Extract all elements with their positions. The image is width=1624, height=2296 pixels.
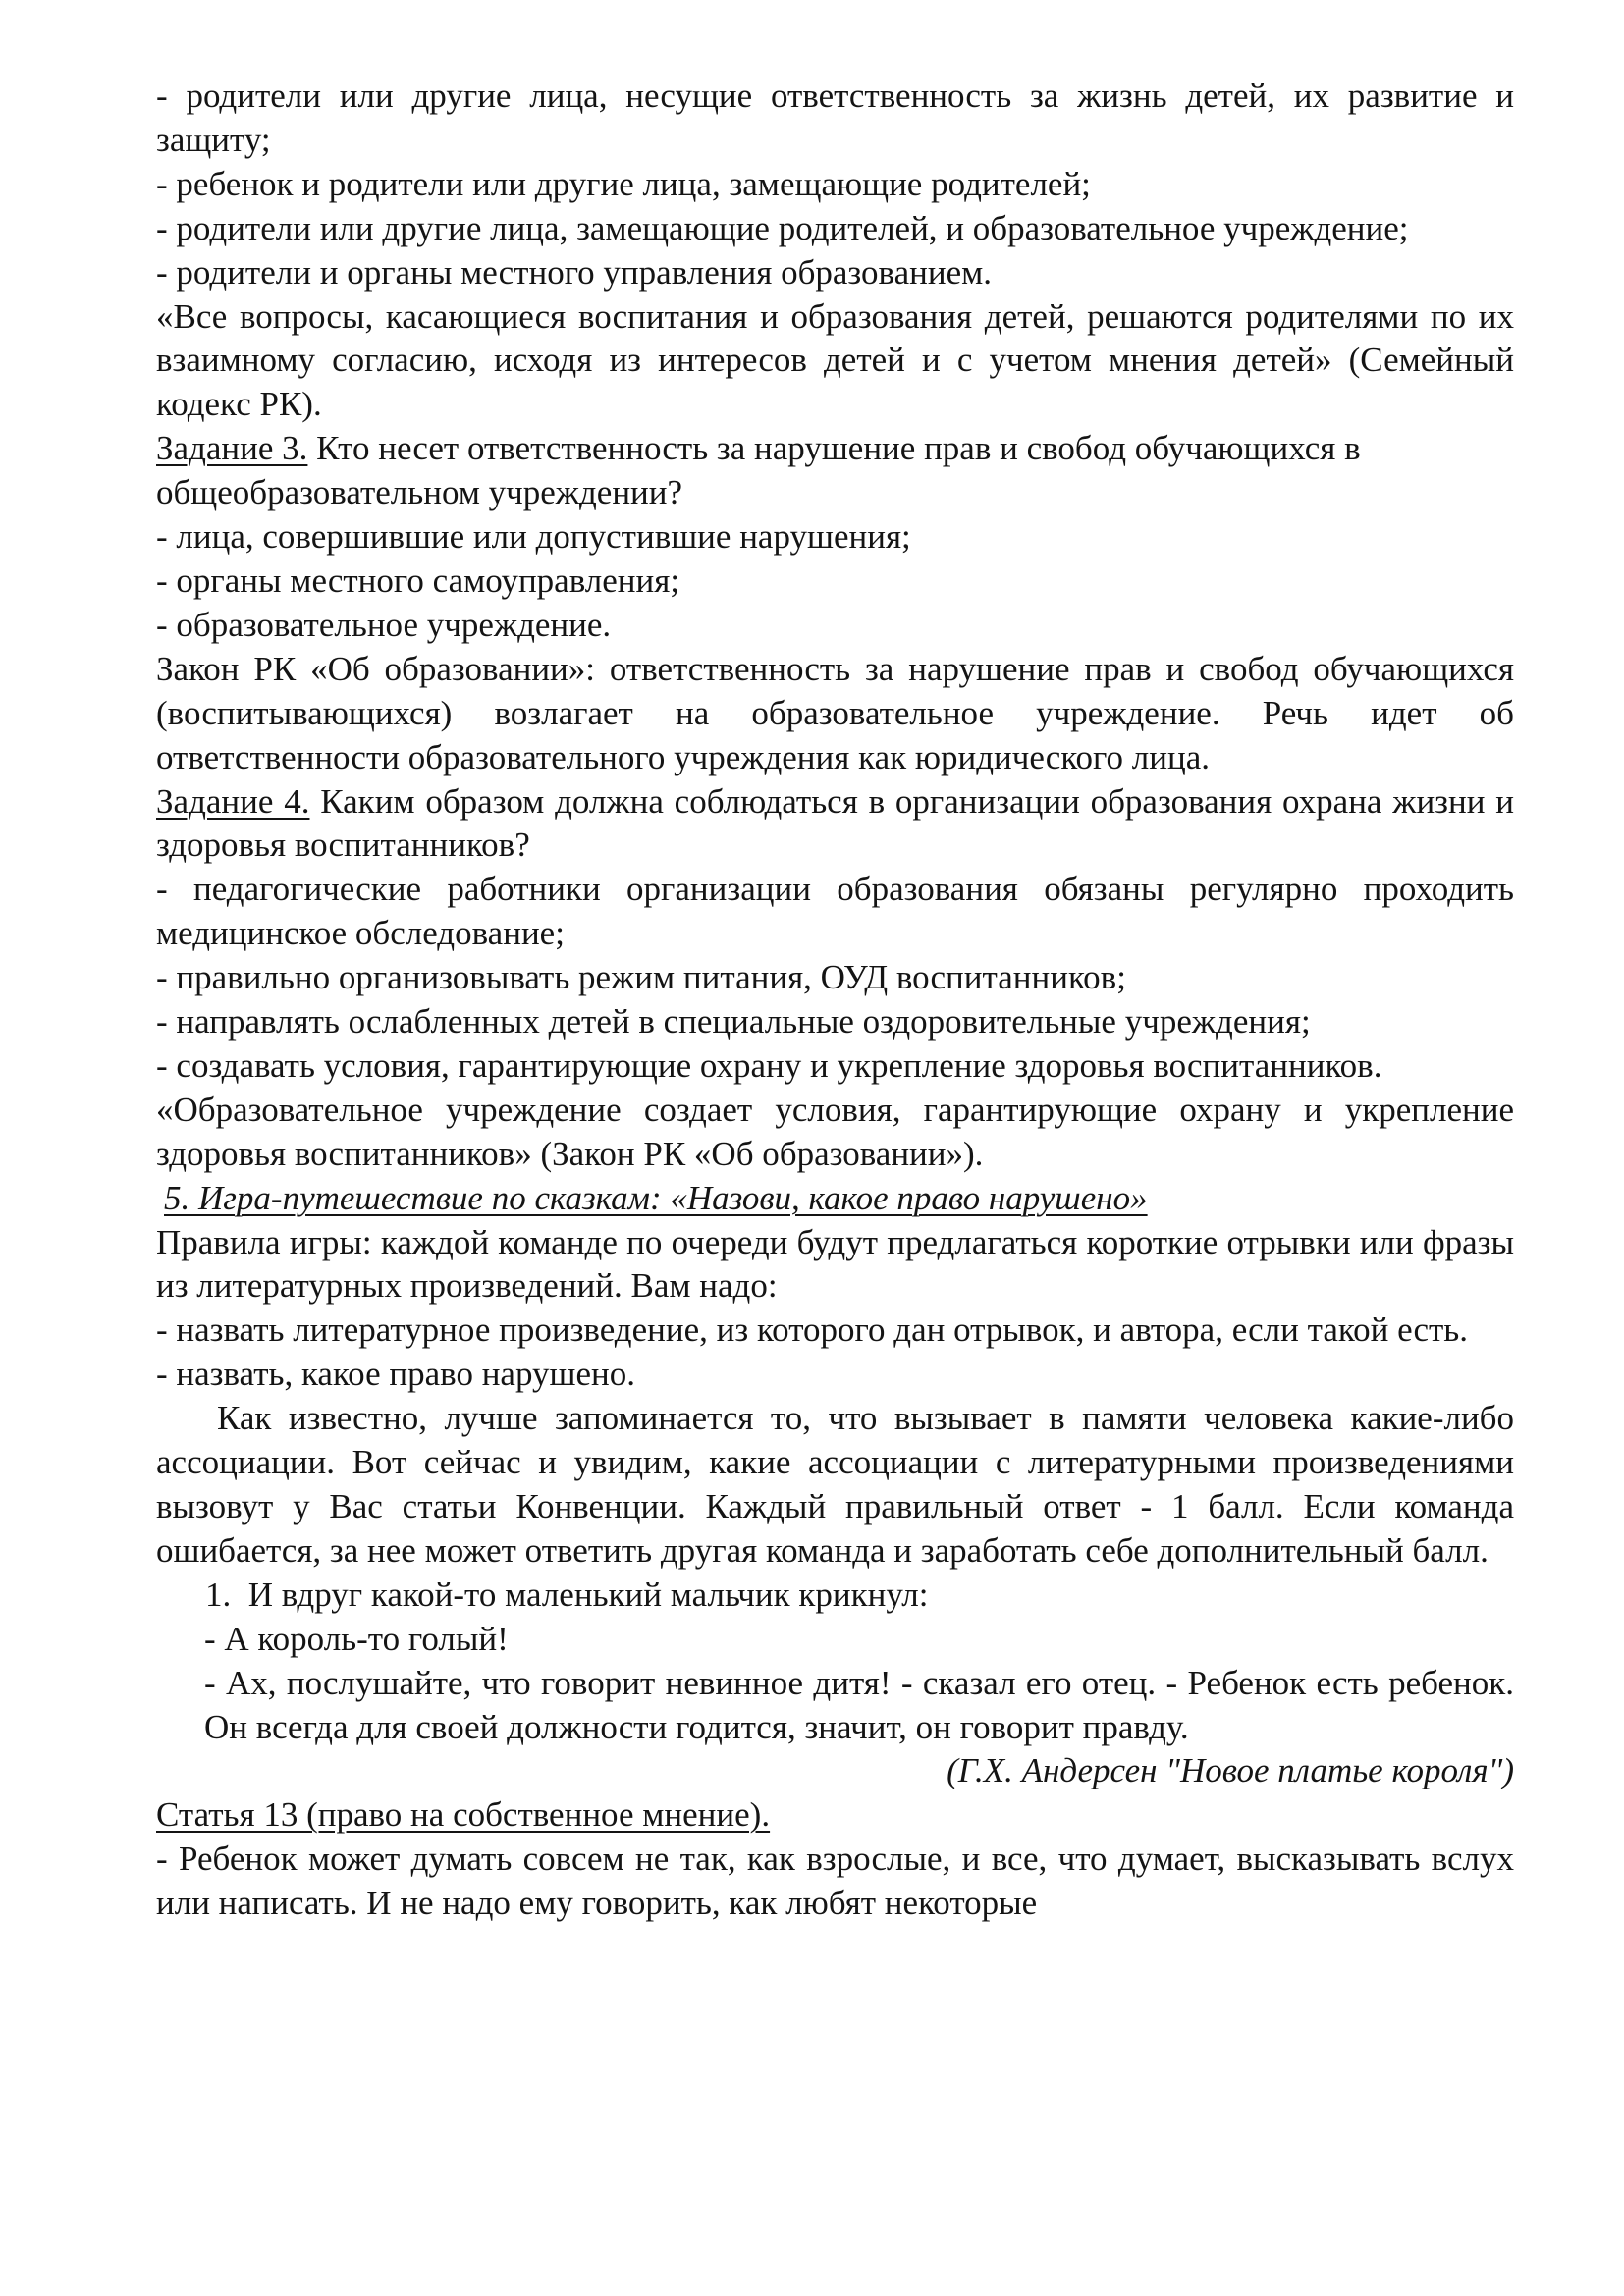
article-heading-text: Статья 13 (право на собственное мнение). <box>156 1795 771 1835</box>
list-item: - назвать литературное произведение, из которого дан отрывок, и автора, если такой есть. <box>156 1310 1469 1350</box>
item-number: 1. <box>205 1575 232 1614</box>
list-item: - направлять ослабленных детей в специальные оздоровительные учреждения; <box>156 1002 1311 1041</box>
task4-answer: «Образовательное учреждение создает условия, гарантирующие охрану и укрепление здоровья воспитанников» (Закон РК «Об образовании»). <box>156 1090 1514 1173</box>
task3-answer: Закон РК «Об образовании»: ответственность за нарушение прав и свобод обучающихся (воспитывающихся) возлагает на образовательное учреждение. Речь идет об ответственности образовательного учреждения как юридического лица. <box>156 649 1514 776</box>
list-item: - родители или другие лица, замещающие родителей, и образовательное учреждение; <box>156 208 1409 247</box>
task4-question <box>156 780 1514 869</box>
numbered-item-1 <box>205 1574 1514 1618</box>
list-item: - родители или другие лица, несущие ответственность за жизнь детей, их развитие и защиту; <box>156 77 1514 159</box>
game-heading-text: 5. Игра-путешествие по сказкам: «Назови, какое право нарушено» <box>164 1178 1148 1217</box>
task4-question-text: Каким образом должна соблюдаться в организации образования охрана жизни и здоровья воспитанников? <box>156 781 1514 865</box>
family-code-quote: «Все вопросы, касающиеся воспитания и образования детей, решаются родителями по их взаимному согласию, исходя из интересов детей и с учетом мнения детей» (Семейный кодекс РК). <box>156 296 1514 424</box>
article-text: - Ребенок может думать совсем не так, как взрослые, и все, что думает, высказывать вслух или написать. И не надо ему говорить, как любят некоторые <box>156 1840 1514 1923</box>
quote-source: (Г.Х. Андерсен "Новое платье короля") <box>947 1751 1514 1790</box>
list-item: - образовательное учреждение. <box>156 605 612 644</box>
list-item: - ребенок и родители или другие лица, замещающие родителей; <box>156 164 1091 203</box>
list-item: - назвать, какое право нарушено. <box>156 1355 635 1394</box>
list-item: - педагогические работники организации образования обязаны регулярно проходить медицинское обследование; <box>156 870 1514 953</box>
task3-label: Задание 3. <box>156 429 308 468</box>
list-item: - правильно организовывать режим питания, ОУД воспитанников; <box>156 958 1126 997</box>
quote-line: - А король-то голый! <box>204 1619 509 1658</box>
list-item: - родители и органы местного управления образованием. <box>156 252 993 292</box>
item-line: И вдруг какой-то маленький мальчик крикнул: <box>247 1575 929 1614</box>
article-heading <box>156 1793 1514 1838</box>
list-item: - лица, совершившие или допустившие нарушения; <box>156 517 911 557</box>
task3-question <box>156 427 1514 515</box>
quote-line: - Ах, послушайте, что говорит невинное дитя! - сказал его отец. - Ребенок есть ребенок. Он всегда для своей должности годится, значит, он говорит правду. <box>204 1663 1514 1746</box>
game-explanation: Как известно, лучше запоминается то, что вызывает в памяти человека какие-либо ассоциации. Вот сейчас и увидим, какие ассоциации с литературными произведениями вызовут у Вас статьи Конвенции. Каждый правильный ответ - 1 балл. Если команда ошибается, за нее может ответить другая команда и заработать себе дополнительный балл. <box>156 1399 1514 1570</box>
list-item: - создавать условия, гарантирующие охрану и укрепление здоровья воспитанников. <box>156 1045 1382 1085</box>
task3-question-text: Кто несет ответственность за нарушение прав и свобод обучающихся в общеобразовательном учреждении? <box>156 429 1361 512</box>
game-heading <box>156 1177 1514 1221</box>
list-item: - органы местного самоуправления; <box>156 561 680 600</box>
game-rules: Правила игры: каждой команде по очереди будут предлагаться короткие отрывки или фразы из литературных произведений. Вам надо: <box>156 1222 1514 1306</box>
task4-label: Задание 4. <box>156 781 310 821</box>
